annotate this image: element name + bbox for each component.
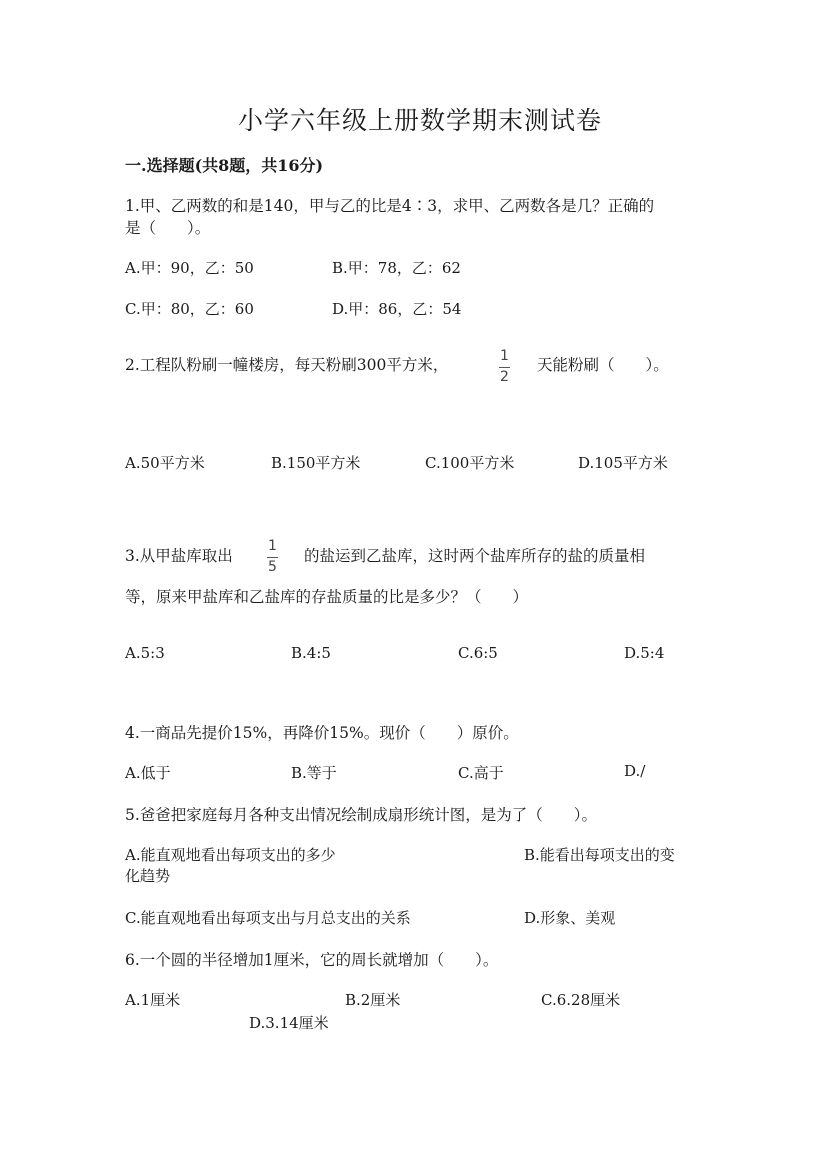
question-3-option-c[interactable]: C.6:5: [458, 644, 498, 662]
question-2-option-c[interactable]: C.100平方米: [425, 454, 515, 472]
fraction-numerator: 1: [268, 538, 277, 554]
question-2-option-b[interactable]: B.150平方米: [271, 454, 361, 472]
question-6-text: 6.一个圆的半径增加1厘米，它的周长就增加（ ）。: [125, 951, 499, 969]
question-3-option-a[interactable]: A.5:3: [125, 644, 165, 662]
question-6-option-d[interactable]: D.3.14厘米: [249, 1014, 329, 1032]
section-heading: 一.选择题(共8题，共16分): [125, 156, 324, 175]
question-5-option-b-continued[interactable]: 化趋势: [125, 867, 171, 885]
question-1-line-1: 1.甲、乙两数的和是140，甲与乙的比是4∶3，求甲、乙两数各是几？正确的: [125, 197, 655, 215]
question-5-text: 5.爸爸把家庭每月各种支出情况绘制成扇形统计图，是为了（ ）。: [125, 806, 598, 824]
fraction-bar: [267, 557, 278, 558]
question-5-option-d[interactable]: D.形象、美观: [524, 909, 616, 927]
question-1-option-d[interactable]: D.甲：86，乙：54: [332, 300, 462, 318]
question-3-fraction: [267, 539, 278, 575]
question-2-option-d[interactable]: D.105平方米: [578, 454, 668, 472]
question-4-option-a[interactable]: A.低于: [125, 764, 171, 782]
question-2-fraction: [499, 349, 510, 385]
question-6-option-a[interactable]: A.1厘米: [125, 991, 181, 1009]
question-1-option-a[interactable]: A.甲：90，乙：50: [125, 259, 254, 277]
question-2-option-a[interactable]: A.50平方米: [125, 454, 205, 472]
question-5-option-c[interactable]: C.能直观地看出每项支出与月总支出的关系: [125, 909, 411, 927]
question-3-text-after: 的盐运到乙盐库，这时两个盐库所存的盐的质量相: [304, 547, 646, 565]
question-5-option-a[interactable]: A.能直观地看出每项支出的多少: [125, 846, 336, 864]
fraction-denominator: 2: [500, 369, 509, 385]
fraction-numerator: 1: [500, 348, 509, 364]
question-4-text: 4.一商品先提价15%，再降价15%。现价（ ）原价。: [125, 724, 519, 742]
question-5-option-b[interactable]: B.能看出每项支出的变: [524, 846, 675, 864]
question-3-option-d[interactable]: D.5:4: [624, 644, 665, 662]
page-title: 小学六年级上册数学期末测试卷: [238, 106, 603, 135]
question-4-option-c[interactable]: C.高于: [458, 764, 504, 782]
question-4-option-b[interactable]: B.等于: [291, 764, 337, 782]
question-3-text-before: 3.从甲盐库取出: [125, 547, 233, 565]
question-6-option-c[interactable]: C.6.28厘米: [541, 991, 621, 1009]
fraction-denominator: 5: [268, 559, 277, 575]
question-1-line-2: 是（ ）。: [125, 219, 211, 237]
question-2-text-before: 2.工程队粉刷一幢楼房，每天粉刷300平方米，: [125, 356, 449, 374]
question-4-option-d[interactable]: D./: [624, 762, 646, 780]
question-1-option-c[interactable]: C.甲：80，乙：60: [125, 300, 254, 318]
question-2-text-after: 天能粉刷（ ）。: [537, 356, 669, 374]
question-1-option-b[interactable]: B.甲：78，乙：62: [332, 259, 461, 277]
fraction-bar: [499, 367, 510, 368]
question-6-option-b[interactable]: B.2厘米: [345, 991, 401, 1009]
question-3-option-b[interactable]: B.4:5: [291, 644, 331, 662]
question-3-line-2: 等，原来甲盐库和乙盐库的存盐质量的比是多少？（ ）: [125, 588, 529, 606]
